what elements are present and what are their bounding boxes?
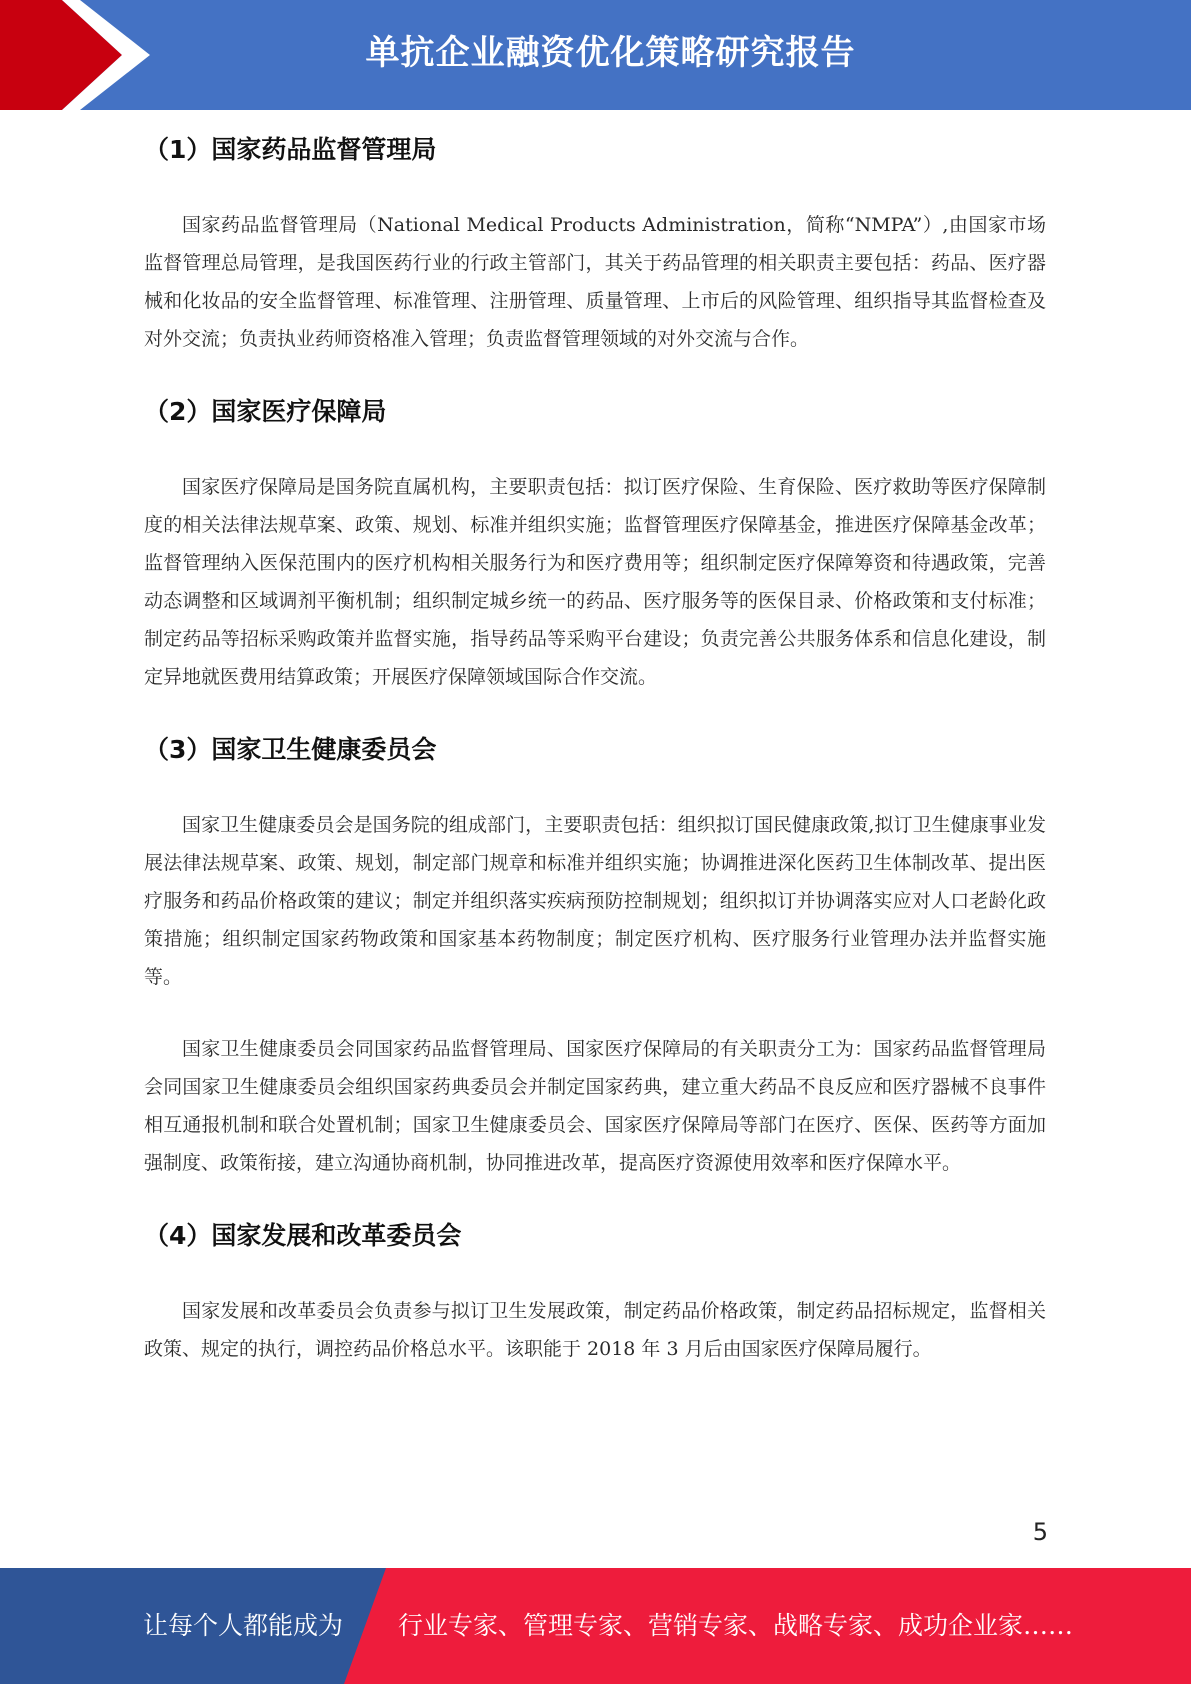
- footer-banner: [0, 1568, 1191, 1684]
- paragraph: 国家发展和改革委员会负责参与拟订卫生发展政策，制定药品价格政策，制定药品招标规定，监督相关政策、规定的执行，调控药品价格总水平。该职能于 2018 年 3 月后由国家医疗保障局履行。: [144, 1300, 1046, 1360]
- page-number: 5: [1032, 1518, 1048, 1546]
- section-nmpa: [144, 128, 1046, 358]
- footer-slogan-right: 行业专家、管理专家、营销专家、战略专家、成功企业家……: [398, 1611, 1074, 1640]
- paragraph: 国家药品监督管理局（National Medical Products Administration，简称“NMPA”）,由国家市场监督管理总局管理，是我国医药行业的行政主管部门，其关于药品管理的相关职责主要包括：药品、医疗器械和化妆品的安全监督管理、标准管理、注册管理、质量管理、上市后的风险管理、组织指导其监督检查及对外交流；负责执业药师资格准入管理；负责监督管理领域的对外交流与合作。: [144, 214, 1046, 350]
- section-heading: （2）国家医疗保障局: [144, 397, 387, 426]
- section-ndrc: [144, 1214, 1046, 1368]
- section-heading: （4）国家发展和改革委员会: [144, 1221, 462, 1250]
- footer-slogan-left: 让每个人都能成为: [143, 1611, 344, 1640]
- paragraph: 国家卫生健康委员会同国家药品监督管理局、国家医疗保障局的有关职责分工为：国家药品监督管理局会同国家卫生健康委员会组织国家药典委员会并制定国家药典，建立重大药品不良反应和医疗器械不良事件相互通报机制和联合处置机制；国家卫生健康委员会、国家医疗保障局等部门在医疗、医保、医药等方面加强制度、政策衔接，建立沟通协商机制，协同推进改革，提高医疗资源使用效率和医疗保障水平。: [144, 1038, 1046, 1174]
- document-body: [144, 128, 1046, 1368]
- paragraph: 国家医疗保障局是国务院直属机构，主要职责包括：拟订医疗保险、生育保险、医疗救助等医疗保障制度的相关法律法规草案、政策、规划、标准并组织实施；监督管理医疗保障基金，推进医疗保障基金改革；监督管理纳入医保范围内的医疗机构相关服务行为和医疗费用等；组织制定医疗保障筹资和待遇政策，完善动态调整和区域调剂平衡机制；组织制定城乡统一的药品、医疗服务等的医保目录、价格政策和支付标准；制定药品等招标采购政策并监督实施，指导药品等采购平台建设；负责完善公共服务体系和信息化建设，制定异地就医费用结算政策；开展医疗保障领域国际合作交流。: [144, 476, 1046, 688]
- section-heading: （1）国家药品监督管理局: [144, 135, 437, 164]
- section-nhsa: [144, 390, 1046, 696]
- section-nhc: [144, 728, 1046, 1182]
- header-banner: [0, 0, 1191, 110]
- paragraph: 国家卫生健康委员会是国务院的组成部门，主要职责包括：组织拟订国民健康政策,拟订卫生健康事业发展法律法规草案、政策、规划，制定部门规章和标准并组织实施；协调推进深化医药卫生体制改革、提出医疗服务和药品价格政策的建议；制定并组织落实疾病预防控制规划；组织拟订并协调落实应对人口老龄化政策措施；组织制定国家药物政策和国家基本药物制度；制定医疗机构、医疗服务行业管理办法并监督实施等。: [144, 814, 1046, 988]
- section-heading: （3）国家卫生健康委员会: [144, 735, 437, 764]
- report-title: 单抗企业融资优化策略研究报告: [365, 33, 856, 73]
